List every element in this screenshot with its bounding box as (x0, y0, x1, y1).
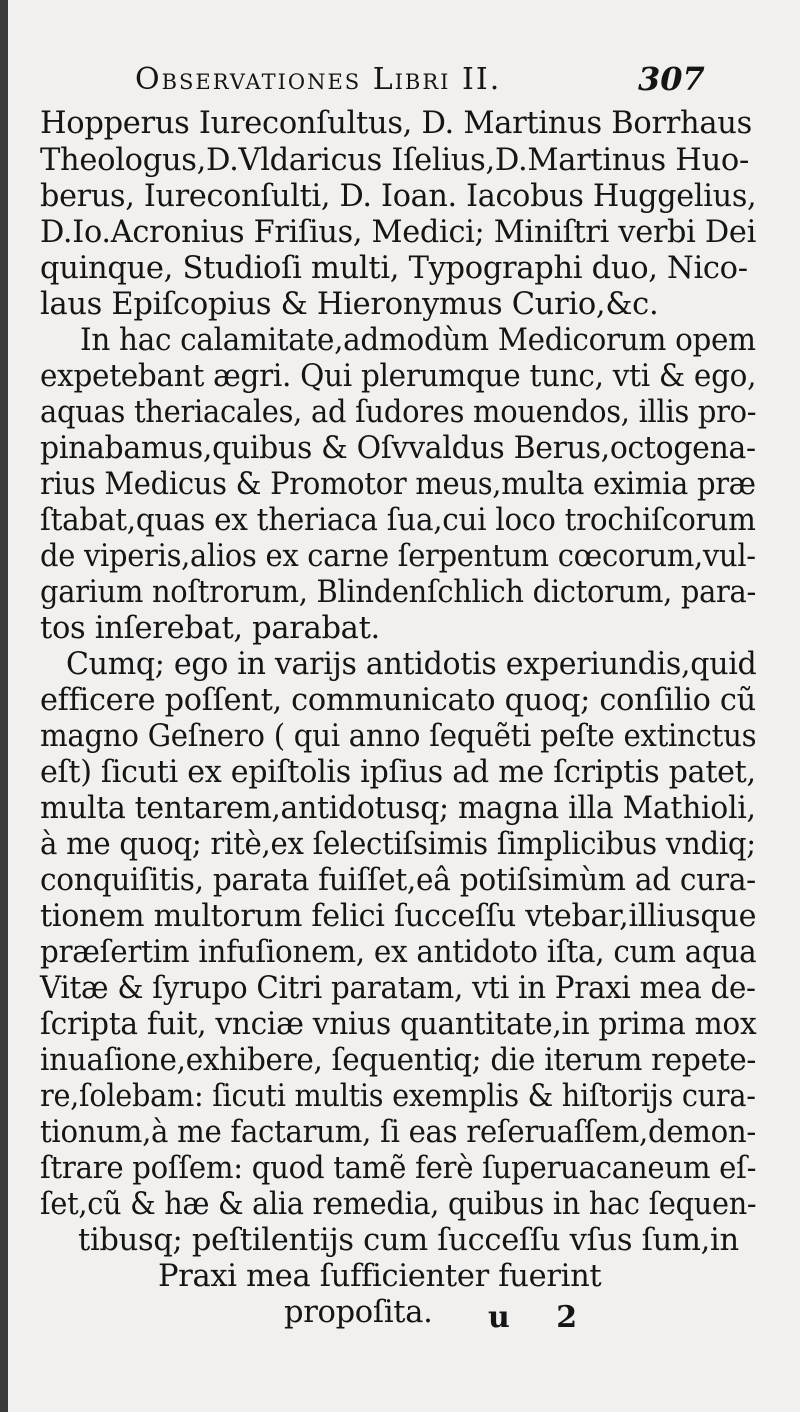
text-line: multa tentarem,antidotusq; magna illa Mathioli, (40, 791, 756, 826)
text-line: quinque, Studioſi multi, Typographi duo, Nico- (40, 251, 748, 286)
text-line: Hopperus Iureconſultus, D. Martinus Borrhaus (40, 106, 752, 141)
text-line: rius Medicus & Promotor meus,multa eximia præ (40, 467, 756, 502)
text-line: D.Io.Acronius Friſius, Medici; Miniſtri verbi Dei (40, 215, 756, 250)
text-line: berus, Iureconſulti, D. Ioan. Iacobus Huggelius, (40, 179, 757, 214)
text-line: pinabamus,quibus & Oſvvaldus Berus,octogena- (40, 431, 756, 466)
text-line: eſt) ſicuti ex epiſtolis ipſius ad me ſcriptis patet, (40, 755, 756, 790)
scan-edge-shadow (0, 0, 8, 1412)
text-line: tionem multorum felici ſucceſſu vtebar,illiusque (40, 899, 757, 934)
text-line: efficere poſſent, communicato quoq; conſilio cũ (40, 683, 756, 718)
text-line: inuaſione,exhibere, ſequentiq; die iterum repete- (40, 1043, 757, 1078)
text-line: Praxi mea ſufficienter fuerint (158, 1259, 602, 1294)
text-line: Theologus,D.Vldaricus Iſelius,D.Martinus Huo- (40, 143, 749, 178)
text-line: laus Epiſcopius & Hieronymus Curio,&c. (40, 287, 659, 322)
text-line: conquiſitis, parata fuiſſet,eâ potiſsimùm ad cura- (40, 863, 756, 898)
text-line: ſtabat,quas ex theriaca ſua,cui loco trochiſcorum (40, 503, 756, 538)
text-line: Vitæ & ſyrupo Citri paratam, vti in Praxi mea de- (40, 971, 756, 1006)
text-line: garium noſtrorum, Blindenſchlich dictorum, para- (40, 575, 756, 610)
text-line: expetebant ægri. Qui plerumque tunc, vti & ego, (40, 359, 757, 394)
text-line: aquas theriacales, ad ſudores mouendos, illis pro- (40, 395, 757, 430)
text-line: ſcripta fuit, vnciæ vnius quantitate,in prima mox (40, 1007, 757, 1042)
paragraph-start-line: In hac calamitate,admodùm Medicorum opem (80, 323, 756, 358)
signature-mark: u 2 (488, 1300, 596, 1335)
text-line: à me quoq; ritè,ex ſelectiſsimis ſimplicibus vndiq; (40, 827, 756, 862)
paragraph-start-line: Cumq; ego in varijs antidotis experiundis,quid (66, 647, 757, 682)
text-line: tionum,à me factarum, ſi eas reſeruaſſem,demon- (40, 1115, 756, 1150)
text-line: ſet,cũ & hæ & alia remedia, quibus in hac ſequen- (40, 1187, 757, 1222)
text-line: magno Geſnero ( qui anno ſequẽti peſte extinctus (40, 719, 757, 754)
text-line: ſtrare poſſem: quod tamẽ ferè ſuperuacaneum eſ- (40, 1151, 757, 1186)
text-line: de viperis,alios ex carne ſerpentum cœcorum,vul- (40, 539, 756, 574)
text-line: re,ſolebam: ſicuti multis exemplis & hiſtorijs cura- (40, 1079, 756, 1114)
running-title: Observationes Libri II. (135, 62, 502, 97)
text-line: præſertim infuſionem, ex antidoto iſta, cum aqua (40, 935, 757, 970)
text-line: propoſita. (284, 1295, 433, 1330)
text-line: tibusq; peſtilentijs cum ſucceſſu vſus ſum,in (78, 1223, 739, 1258)
page-number: 307 (638, 60, 705, 98)
text-line: tos inſerebat, parabat. (40, 611, 380, 646)
